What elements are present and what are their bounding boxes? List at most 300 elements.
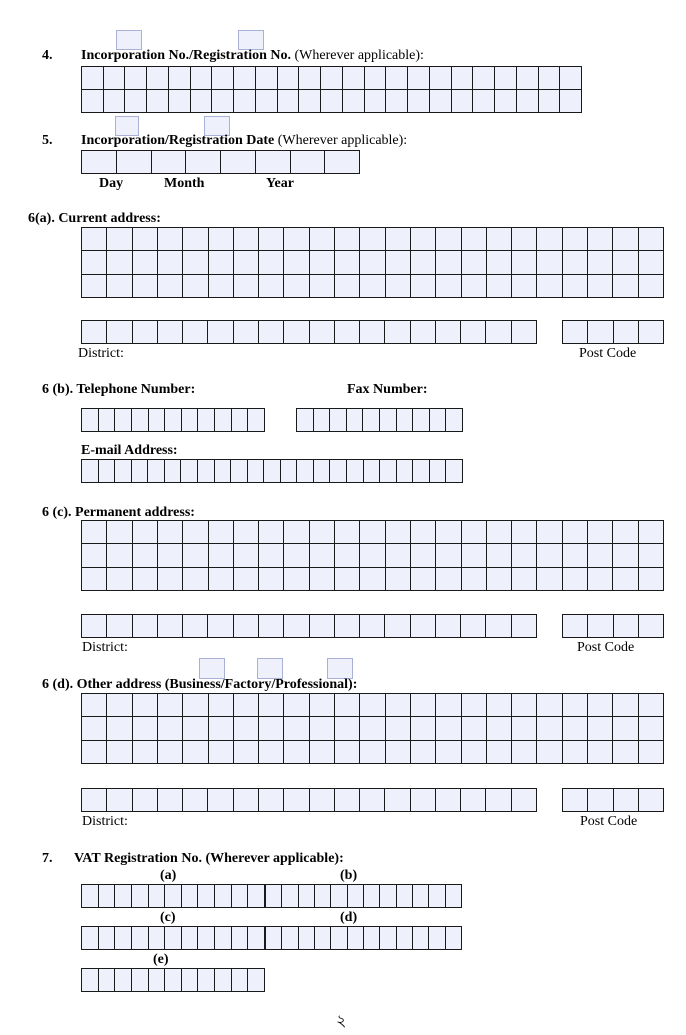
- char-box[interactable]: [335, 544, 360, 567]
- char-box[interactable]: [133, 321, 158, 344]
- current-address-input[interactable]: [81, 227, 664, 298]
- char-box[interactable]: [234, 568, 259, 591]
- char-box[interactable]: [148, 460, 165, 483]
- char-box[interactable]: [512, 615, 537, 638]
- char-box[interactable]: [360, 251, 385, 274]
- char-box[interactable]: [82, 409, 99, 432]
- char-box[interactable]: [330, 460, 347, 483]
- char-box[interactable]: [487, 568, 512, 591]
- char-box[interactable]: [259, 228, 284, 251]
- char-box[interactable]: [284, 251, 309, 274]
- vat-e-input[interactable]: [81, 968, 265, 992]
- char-box[interactable]: [125, 90, 147, 113]
- char-box[interactable]: [411, 521, 436, 544]
- char-box[interactable]: [284, 741, 309, 764]
- char-box[interactable]: [82, 615, 107, 638]
- char-box[interactable]: [132, 969, 149, 992]
- char-box[interactable]: [365, 90, 387, 113]
- char-box[interactable]: [107, 275, 132, 298]
- char-box[interactable]: [310, 694, 335, 717]
- char-box[interactable]: [107, 251, 132, 274]
- char-box[interactable]: [133, 717, 158, 740]
- char-box[interactable]: [386, 694, 411, 717]
- char-box[interactable]: [364, 460, 381, 483]
- char-box[interactable]: [234, 615, 259, 638]
- other-post-code-input[interactable]: [562, 788, 664, 812]
- char-box[interactable]: [413, 460, 430, 483]
- char-box[interactable]: [284, 717, 309, 740]
- char-box[interactable]: [321, 67, 343, 90]
- char-box[interactable]: [107, 741, 132, 764]
- char-box[interactable]: [639, 321, 664, 344]
- char-box[interactable]: [386, 568, 411, 591]
- char-box[interactable]: [347, 409, 364, 432]
- char-box[interactable]: [365, 67, 387, 90]
- char-box[interactable]: [380, 927, 396, 950]
- vat-c-input[interactable]: [81, 926, 265, 950]
- char-box[interactable]: [278, 67, 300, 90]
- char-box[interactable]: [436, 568, 461, 591]
- char-box[interactable]: [487, 717, 512, 740]
- char-box[interactable]: [169, 67, 191, 90]
- char-box[interactable]: [158, 568, 183, 591]
- char-box[interactable]: [147, 67, 169, 90]
- char-box[interactable]: [133, 568, 158, 591]
- char-box[interactable]: [209, 275, 234, 298]
- char-box[interactable]: [462, 521, 487, 544]
- char-box[interactable]: [149, 885, 166, 908]
- char-box[interactable]: [411, 321, 436, 344]
- char-box[interactable]: [639, 251, 664, 274]
- char-box[interactable]: [386, 251, 411, 274]
- char-box[interactable]: [411, 615, 436, 638]
- char-box[interactable]: [512, 251, 537, 274]
- char-box[interactable]: [386, 228, 411, 251]
- char-box[interactable]: [133, 521, 158, 544]
- char-box[interactable]: [284, 321, 309, 344]
- char-box[interactable]: [107, 321, 132, 344]
- char-box[interactable]: [487, 275, 512, 298]
- char-box[interactable]: [182, 409, 199, 432]
- char-box[interactable]: [221, 151, 256, 174]
- permanent-post-code-input[interactable]: [562, 614, 664, 638]
- char-box[interactable]: [82, 521, 107, 544]
- char-box[interactable]: [335, 615, 360, 638]
- char-box[interactable]: [284, 275, 309, 298]
- checkbox-field[interactable]: [327, 658, 353, 679]
- char-box[interactable]: [436, 694, 461, 717]
- char-box[interactable]: [158, 741, 183, 764]
- char-box[interactable]: [208, 321, 233, 344]
- char-box[interactable]: [82, 969, 99, 992]
- char-box[interactable]: [215, 460, 232, 483]
- char-box[interactable]: [537, 568, 562, 591]
- char-box[interactable]: [473, 67, 495, 90]
- char-box[interactable]: [259, 717, 284, 740]
- char-box[interactable]: [284, 568, 309, 591]
- char-box[interactable]: [539, 67, 561, 90]
- char-box[interactable]: [259, 275, 284, 298]
- char-box[interactable]: [360, 228, 385, 251]
- char-box[interactable]: [181, 460, 198, 483]
- char-box[interactable]: [446, 460, 463, 483]
- char-box[interactable]: [462, 568, 487, 591]
- char-box[interactable]: [408, 90, 430, 113]
- char-box[interactable]: [310, 544, 335, 567]
- char-box[interactable]: [259, 521, 284, 544]
- char-box[interactable]: [613, 521, 638, 544]
- checkbox-field[interactable]: [257, 658, 283, 679]
- char-box[interactable]: [232, 885, 249, 908]
- char-box[interactable]: [82, 228, 107, 251]
- char-box[interactable]: [284, 694, 309, 717]
- char-box[interactable]: [408, 67, 430, 90]
- char-box[interactable]: [259, 741, 284, 764]
- char-box[interactable]: [335, 521, 360, 544]
- char-box[interactable]: [512, 321, 537, 344]
- char-box[interactable]: [411, 568, 436, 591]
- char-box[interactable]: [537, 694, 562, 717]
- char-box[interactable]: [385, 789, 410, 812]
- char-box[interactable]: [588, 717, 613, 740]
- char-box[interactable]: [560, 67, 582, 90]
- char-box[interactable]: [215, 927, 232, 950]
- char-box[interactable]: [99, 969, 116, 992]
- char-box[interactable]: [165, 969, 182, 992]
- char-box[interactable]: [436, 521, 461, 544]
- char-box[interactable]: [386, 67, 408, 90]
- char-box[interactable]: [99, 409, 116, 432]
- char-box[interactable]: [282, 927, 298, 950]
- char-box[interactable]: [182, 969, 199, 992]
- char-box[interactable]: [385, 321, 410, 344]
- char-box[interactable]: [563, 615, 588, 638]
- char-box[interactable]: [198, 969, 215, 992]
- char-box[interactable]: [588, 544, 613, 567]
- char-box[interactable]: [436, 544, 461, 567]
- char-box[interactable]: [537, 275, 562, 298]
- other-district-input[interactable]: [81, 788, 537, 812]
- char-box[interactable]: [588, 789, 613, 812]
- char-box[interactable]: [560, 90, 582, 113]
- char-box[interactable]: [299, 885, 315, 908]
- char-box[interactable]: [133, 228, 158, 251]
- char-box[interactable]: [363, 409, 380, 432]
- char-box[interactable]: [335, 741, 360, 764]
- char-box[interactable]: [315, 885, 331, 908]
- char-box[interactable]: [232, 409, 249, 432]
- char-box[interactable]: [537, 251, 562, 274]
- char-box[interactable]: [360, 521, 385, 544]
- char-box[interactable]: [588, 228, 613, 251]
- char-box[interactable]: [107, 717, 132, 740]
- char-box[interactable]: [278, 90, 300, 113]
- char-box[interactable]: [487, 741, 512, 764]
- char-box[interactable]: [191, 90, 213, 113]
- char-box[interactable]: [411, 789, 436, 812]
- char-box[interactable]: [613, 694, 638, 717]
- char-box[interactable]: [212, 90, 234, 113]
- char-box[interactable]: [284, 228, 309, 251]
- char-box[interactable]: [133, 275, 158, 298]
- char-box[interactable]: [429, 927, 445, 950]
- char-box[interactable]: [537, 741, 562, 764]
- char-box[interactable]: [563, 717, 588, 740]
- char-box[interactable]: [588, 275, 613, 298]
- char-box[interactable]: [297, 409, 314, 432]
- char-box[interactable]: [411, 717, 436, 740]
- char-box[interactable]: [158, 275, 183, 298]
- char-box[interactable]: [411, 694, 436, 717]
- char-box[interactable]: [284, 521, 309, 544]
- char-box[interactable]: [209, 544, 234, 567]
- char-box[interactable]: [413, 409, 430, 432]
- char-box[interactable]: [588, 615, 613, 638]
- char-box[interactable]: [343, 67, 365, 90]
- char-box[interactable]: [209, 717, 234, 740]
- telephone-input[interactable]: [81, 408, 265, 432]
- char-box[interactable]: [259, 694, 284, 717]
- char-box[interactable]: [563, 228, 588, 251]
- char-box[interactable]: [588, 694, 613, 717]
- char-box[interactable]: [639, 717, 664, 740]
- char-box[interactable]: [165, 885, 182, 908]
- char-box[interactable]: [133, 694, 158, 717]
- char-box[interactable]: [264, 460, 281, 483]
- char-box[interactable]: [343, 90, 365, 113]
- char-box[interactable]: [639, 694, 664, 717]
- char-box[interactable]: [397, 409, 414, 432]
- char-box[interactable]: [314, 460, 331, 483]
- char-box[interactable]: [266, 885, 282, 908]
- char-box[interactable]: [310, 789, 335, 812]
- char-box[interactable]: [436, 275, 461, 298]
- char-box[interactable]: [537, 228, 562, 251]
- checkbox-field[interactable]: [199, 658, 225, 679]
- char-box[interactable]: [436, 717, 461, 740]
- char-box[interactable]: [563, 568, 588, 591]
- char-box[interactable]: [639, 275, 664, 298]
- char-box[interactable]: [82, 568, 107, 591]
- char-box[interactable]: [360, 741, 385, 764]
- char-box[interactable]: [386, 544, 411, 567]
- char-box[interactable]: [107, 568, 132, 591]
- char-box[interactable]: [613, 228, 638, 251]
- char-box[interactable]: [183, 251, 208, 274]
- char-box[interactable]: [429, 885, 445, 908]
- char-box[interactable]: [234, 90, 256, 113]
- char-box[interactable]: [639, 568, 664, 591]
- char-box[interactable]: [436, 741, 461, 764]
- char-box[interactable]: [335, 694, 360, 717]
- char-box[interactable]: [209, 568, 234, 591]
- char-box[interactable]: [613, 275, 638, 298]
- char-box[interactable]: [487, 228, 512, 251]
- char-box[interactable]: [82, 90, 104, 113]
- char-box[interactable]: [212, 67, 234, 90]
- char-box[interactable]: [364, 927, 380, 950]
- char-box[interactable]: [348, 927, 364, 950]
- char-box[interactable]: [639, 789, 664, 812]
- char-box[interactable]: [380, 885, 396, 908]
- char-box[interactable]: [191, 67, 213, 90]
- char-box[interactable]: [325, 151, 360, 174]
- char-box[interactable]: [486, 321, 511, 344]
- char-box[interactable]: [99, 885, 116, 908]
- char-box[interactable]: [158, 251, 183, 274]
- char-box[interactable]: [639, 615, 664, 638]
- char-box[interactable]: [310, 568, 335, 591]
- char-box[interactable]: [198, 927, 215, 950]
- char-box[interactable]: [380, 460, 397, 483]
- char-box[interactable]: [133, 251, 158, 274]
- char-box[interactable]: [588, 251, 613, 274]
- char-box[interactable]: [183, 521, 208, 544]
- other-address-input[interactable]: [81, 693, 664, 764]
- char-box[interactable]: [335, 568, 360, 591]
- char-box[interactable]: [347, 460, 364, 483]
- char-box[interactable]: [539, 90, 561, 113]
- char-box[interactable]: [563, 275, 588, 298]
- char-box[interactable]: [115, 460, 132, 483]
- char-box[interactable]: [310, 615, 335, 638]
- char-box[interactable]: [256, 151, 291, 174]
- char-box[interactable]: [209, 741, 234, 764]
- char-box[interactable]: [462, 228, 487, 251]
- char-box[interactable]: [158, 694, 183, 717]
- char-box[interactable]: [436, 228, 461, 251]
- char-box[interactable]: [234, 717, 259, 740]
- char-box[interactable]: [386, 717, 411, 740]
- vat-d-input[interactable]: [265, 926, 462, 950]
- char-box[interactable]: [82, 717, 107, 740]
- char-box[interactable]: [512, 544, 537, 567]
- char-box[interactable]: [259, 251, 284, 274]
- char-box[interactable]: [310, 521, 335, 544]
- char-box[interactable]: [234, 544, 259, 567]
- char-box[interactable]: [613, 741, 638, 764]
- char-box[interactable]: [588, 521, 613, 544]
- char-box[interactable]: [132, 885, 149, 908]
- char-box[interactable]: [248, 927, 265, 950]
- char-box[interactable]: [411, 275, 436, 298]
- char-box[interactable]: [512, 228, 537, 251]
- char-box[interactable]: [430, 67, 452, 90]
- char-box[interactable]: [364, 885, 380, 908]
- char-box[interactable]: [461, 321, 486, 344]
- char-box[interactable]: [413, 885, 429, 908]
- char-box[interactable]: [386, 90, 408, 113]
- char-box[interactable]: [133, 741, 158, 764]
- char-box[interactable]: [563, 741, 588, 764]
- char-box[interactable]: [446, 927, 462, 950]
- char-box[interactable]: [281, 460, 298, 483]
- char-box[interactable]: [256, 90, 278, 113]
- char-box[interactable]: [411, 251, 436, 274]
- registration-date-input[interactable]: [81, 150, 360, 174]
- char-box[interactable]: [82, 321, 107, 344]
- char-box[interactable]: [639, 544, 664, 567]
- char-box[interactable]: [310, 741, 335, 764]
- char-box[interactable]: [115, 927, 132, 950]
- char-box[interactable]: [452, 90, 474, 113]
- char-box[interactable]: [512, 789, 537, 812]
- char-box[interactable]: [639, 228, 664, 251]
- char-box[interactable]: [259, 544, 284, 567]
- char-box[interactable]: [256, 67, 278, 90]
- char-box[interactable]: [259, 321, 284, 344]
- char-box[interactable]: [639, 521, 664, 544]
- char-box[interactable]: [614, 321, 639, 344]
- fax-input[interactable]: [296, 408, 463, 432]
- char-box[interactable]: [82, 694, 107, 717]
- char-box[interactable]: [107, 521, 132, 544]
- char-box[interactable]: [335, 275, 360, 298]
- char-box[interactable]: [512, 275, 537, 298]
- char-box[interactable]: [158, 544, 183, 567]
- char-box[interactable]: [297, 460, 314, 483]
- char-box[interactable]: [107, 789, 132, 812]
- char-box[interactable]: [82, 151, 117, 174]
- char-box[interactable]: [413, 927, 429, 950]
- char-box[interactable]: [462, 717, 487, 740]
- char-box[interactable]: [234, 741, 259, 764]
- char-box[interactable]: [563, 321, 588, 344]
- char-box[interactable]: [82, 885, 99, 908]
- char-box[interactable]: [462, 251, 487, 274]
- char-box[interactable]: [183, 275, 208, 298]
- char-box[interactable]: [537, 717, 562, 740]
- char-box[interactable]: [209, 521, 234, 544]
- char-box[interactable]: [310, 717, 335, 740]
- char-box[interactable]: [563, 694, 588, 717]
- char-box[interactable]: [588, 568, 613, 591]
- char-box[interactable]: [165, 927, 182, 950]
- char-box[interactable]: [386, 741, 411, 764]
- char-box[interactable]: [266, 927, 282, 950]
- char-box[interactable]: [209, 228, 234, 251]
- char-box[interactable]: [132, 460, 149, 483]
- char-box[interactable]: [446, 409, 463, 432]
- char-box[interactable]: [487, 694, 512, 717]
- char-box[interactable]: [152, 151, 187, 174]
- char-box[interactable]: [310, 275, 335, 298]
- char-box[interactable]: [234, 321, 259, 344]
- char-box[interactable]: [331, 927, 347, 950]
- char-box[interactable]: [284, 789, 309, 812]
- char-box[interactable]: [299, 67, 321, 90]
- char-box[interactable]: [613, 544, 638, 567]
- char-box[interactable]: [462, 741, 487, 764]
- char-box[interactable]: [335, 251, 360, 274]
- char-box[interactable]: [183, 615, 208, 638]
- char-box[interactable]: [183, 694, 208, 717]
- char-box[interactable]: [397, 885, 413, 908]
- char-box[interactable]: [99, 460, 116, 483]
- char-box[interactable]: [512, 568, 537, 591]
- char-box[interactable]: [158, 228, 183, 251]
- char-box[interactable]: [215, 885, 232, 908]
- char-box[interactable]: [282, 885, 298, 908]
- char-box[interactable]: [495, 90, 517, 113]
- char-box[interactable]: [234, 251, 259, 274]
- char-box[interactable]: [215, 409, 232, 432]
- char-box[interactable]: [563, 521, 588, 544]
- current-district-input[interactable]: [81, 320, 537, 344]
- char-box[interactable]: [360, 321, 385, 344]
- char-box[interactable]: [335, 228, 360, 251]
- char-box[interactable]: [335, 321, 360, 344]
